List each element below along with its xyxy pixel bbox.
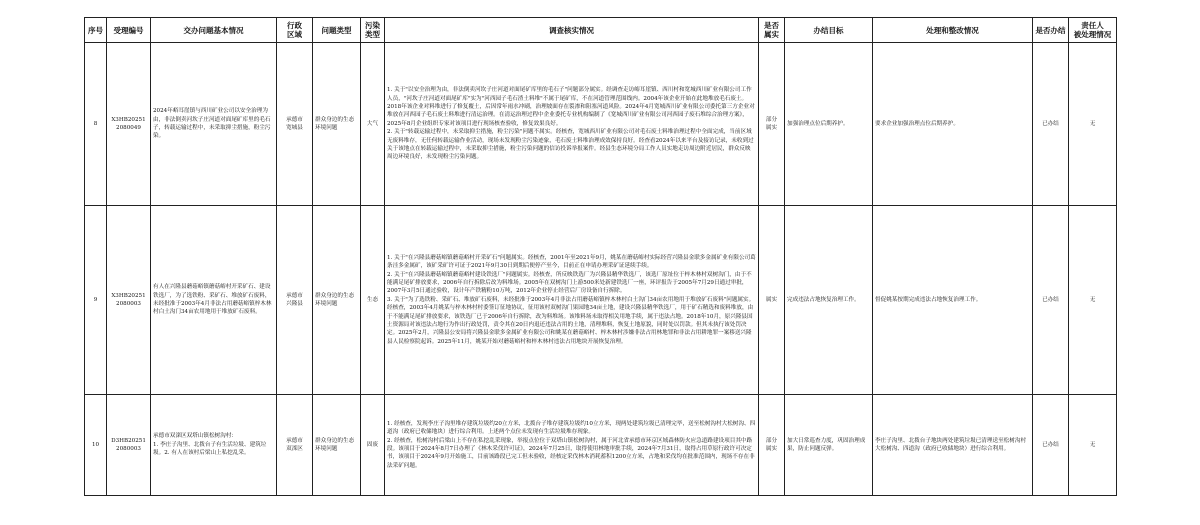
- header-verified: 是否 属实: [759, 18, 785, 43]
- cell-completed: 已办结: [1033, 43, 1069, 206]
- cell-verified: 部分 属实: [759, 43, 785, 206]
- cell-type: 群众身边的生态环境问题: [313, 206, 361, 395]
- cell-region: 承德市 兴隆县: [277, 206, 313, 395]
- cell-code: X3HB20251 2080049: [107, 43, 151, 206]
- table-row: [85, 395, 1117, 496]
- cell-responsible: 无: [1069, 206, 1117, 395]
- header-handling: 处理和整改情况: [873, 18, 1033, 43]
- cell-seq: 9: [85, 206, 107, 395]
- cell-responsible: 无: [1069, 395, 1117, 496]
- cell-investigation: 1. 关于"在兴隆县蘑菇峪镇蘑菇峪村开采矿石"问题属实。经核查，2001年至2021年9月，姚某在蘑菇峪村实际经营兴隆县金联多金属矿业有限公司葛条洼多金属矿，该矿采矿许可证于2021年9月30日到期后便停产至今，目前正在申请办理采矿证延续手续。 2. 关于"在兴隆县蘑菇峪镇蘑菇峪村建设铁选厂"问题属实。经核查，所反映铁选厂为兴隆县精华铁选厂，该选厂原址位于梓木林村双树沟门，由于不能满足尾矿排放要求，2006年自行拆除后改为料堆场。2005年在双树沟门上游500米处新建铁选厂一座，环评报告于2005年7月29日通过审批，2007年3月5日通过验收，设计年产铁精粉10万吨，2012年企业停止经营后厂房设备自行拆除。 3. 关于"为了选铁粉、采矿石、堆放矿石废料，未经批准于2003年4月非法占用蘑菇峪镇梓木林村白土沟门34亩农用地用于堆放矿石废料"问题属实。经核查，2003年4月姚某与梓木林村村委签订征地协议，征用该村双树沟门果园地34亩土地，建设兴隆县精华铁选厂，用于矿石精选和废料堆放，由于不能满足尾矿排放要求，该铁选厂已于2006年自行拆除，改为料堆场。该堆料场未取得相关用地手续，属于违法占地。2018年10月，原兴隆县国土资源局对该违法占地行为作出行政处罚，责令其在20日内退还违法占用的土地，清理堆料，恢复土地原貌，同时处以罚款。但其未执行该处罚决定。2025年2月，兴隆县公安局将兴隆县金联多金属矿业有限公司和姚某在蘑菇峪村、梓木林村涉嫌非法占用林地罪和非法占用耕地罪一案移送兴隆县人民检察院起诉。2025年11月，姚某开始对蘑菇峪村和梓木林村违法占用地块开展恢复治理。: [385, 206, 759, 395]
- cell-problem: 有人在兴隆县蘑菇峪镇蘑菇峪村开采矿石、建设铁选厂，为了选铁粉、采矿石、堆放矿石废料，未经批准于2003年4月非法占用蘑菇峪镇梓木林村白土沟门34亩农用地用于堆放矿石废料。: [151, 206, 277, 395]
- cell-verified: 属实: [759, 206, 785, 395]
- header-row: [85, 18, 1117, 43]
- cell-investigation: 1. 关于"以安全治理为由，非法倒卖河坎子庄河道对面尾矿库里的毛石子"问题部分属实。经调查走访峪耳崖镇、西川村和宽城西川矿业有限公司工作人员，"河坎子庄河道对面尾矿库"实为"河西园子毛石渣土料堆"不属于尾矿库，不在河道管理范围线内。2004年该企业开始在此地堆放毛石废土。2018年该企业对料堆进行了修复覆土，后因常年雨水冲刷，治理坡面存在裂渗和阻塞河道风险。2024年4月宽城西川矿业有限公司委托第三方企业对堆放在河西园子毛石废土料堆进行清运治理。在清运治理过程中企业委托专业机构编制了《宽城西川矿业有限公司河西园子废石堆综合治理方案》，2025年8月企业组织专家对该项目进行现场核查验收，修复效果良好。 2. 关于"转载运输过程中，未采取抑尘措施，粉尘污染"问题不属实。经核查，宽城西川矿业有限公司对毛石废土料堆治理过程中全面完成，当前区域无废料堆存，无任何转载运输作业活动，现场未发现粉尘污染迹象，毛石废土料堆治理成效保持良好。经查看2024年以来平台及接访记录，未收到过关于该地点在转载运输过程中，未采取抑尘措施，粉尘污染问题的信访投诉举报案件。经县生态环境分局工作人员实地走访周边附近居民，群众反映周边环境良好，未发现粉尘污染问题。: [385, 43, 759, 206]
- cell-code: D3HB20251 2080003: [107, 395, 151, 496]
- cell-verified: 部分 属实: [759, 395, 785, 496]
- cell-goal: 加大日常巡查力度，巩固治理成果，防止问题反弹。: [785, 395, 873, 496]
- cell-pollution: 固废: [361, 395, 385, 496]
- header-problem: 交办问题基本情况: [151, 18, 277, 43]
- cell-type: 群众身边的生态环境问题: [313, 43, 361, 206]
- table-row: [85, 43, 1117, 206]
- header-seq: 序号: [85, 18, 107, 43]
- header-investigation: 调查核实情况: [385, 18, 759, 43]
- cell-responsible: 无: [1069, 43, 1117, 206]
- cell-investigation: 1. 经核查，发现李庄子沟里堆存建筑垃圾约20立方米，北拨台子堆存建筑垃圾约10立方米，现两处建筑垃圾已清理完毕，送至松树沟村大松树沟、四道沟（政府已收储地块）进行综合利用。上述两个点位未发现有生活垃圾堆存现象。 2. 经核查，松树沟村后梁山上不存在私挖乱采现象，举报点位位于双塔山镇松树沟村，属于河北省承德市环京区域森林防火应急道路建设项目其中路段。该项目于2024年8月7日办理了《林木采伐许可证》，2024年7月25日，取得使用林地审批手续，2024年7月31日，取得占用草原行政许可决定书，该项目于2024年9月开始施工，目前该路段已完工但未验收，经核定采伐林木消耗蓄积1200立方米，占地和采伐均在批准范围内，现场不存在非法采矿问题。: [385, 395, 759, 496]
- header-type: 问题类型: [313, 18, 361, 43]
- header-completed: 是否办结: [1033, 18, 1069, 43]
- header-region: 行政 区域: [277, 18, 313, 43]
- cell-problem: 承德市双滦区双塔山镇松树沟村： 1. 李庄子沟里、北拨台子有生活垃圾、建筑垃圾。2. 有人在该村后梁山上私挖乱采。: [151, 395, 277, 496]
- cell-pollution: 生态: [361, 206, 385, 395]
- cell-goal: 完成违法占地恢复治理工作。: [785, 206, 873, 395]
- cell-completed: 已办结: [1033, 206, 1069, 395]
- cell-type: 群众身边的生态环境问题: [313, 395, 361, 496]
- header-pollution: 污染 类型: [361, 18, 385, 43]
- cell-problem: 2024年峪耳崖镇与西川矿业公司以安全治理为由，非法倒卖河坎子庄河道对面尾矿库里的毛石子，转载运输过程中，未采取抑尘措施，粉尘污染。: [151, 43, 277, 206]
- cell-code: X3HB20251 2080003: [107, 206, 151, 395]
- report-table-container: [84, 17, 1116, 496]
- cell-seq: 10: [85, 395, 107, 496]
- cell-region: 承德市 双滦区: [277, 395, 313, 496]
- cell-seq: 8: [85, 43, 107, 206]
- report-table: [84, 17, 1117, 496]
- header-code: 受理编号: [107, 18, 151, 43]
- cell-region: 承德市 宽城县: [277, 43, 313, 206]
- cell-pollution: 大气: [361, 43, 385, 206]
- cell-handling: 李庄子沟里、北拨台子地块两处建筑垃圾已清理送至松树沟村大松树沟、四道沟（政府已收储地块）进行综合利用。: [873, 395, 1033, 496]
- cell-handling: 要求企业加强治理点位后期养护。: [873, 43, 1033, 206]
- table-row: [85, 206, 1117, 395]
- header-goal: 办结目标: [785, 18, 873, 43]
- cell-completed: 已办结: [1033, 395, 1069, 496]
- header-responsible: 责任人 被处理情况: [1069, 18, 1117, 43]
- cell-goal: 加强治理点位后期养护。: [785, 43, 873, 206]
- cell-handling: 督促姚某按期完成违法占地恢复治理工作。: [873, 206, 1033, 395]
